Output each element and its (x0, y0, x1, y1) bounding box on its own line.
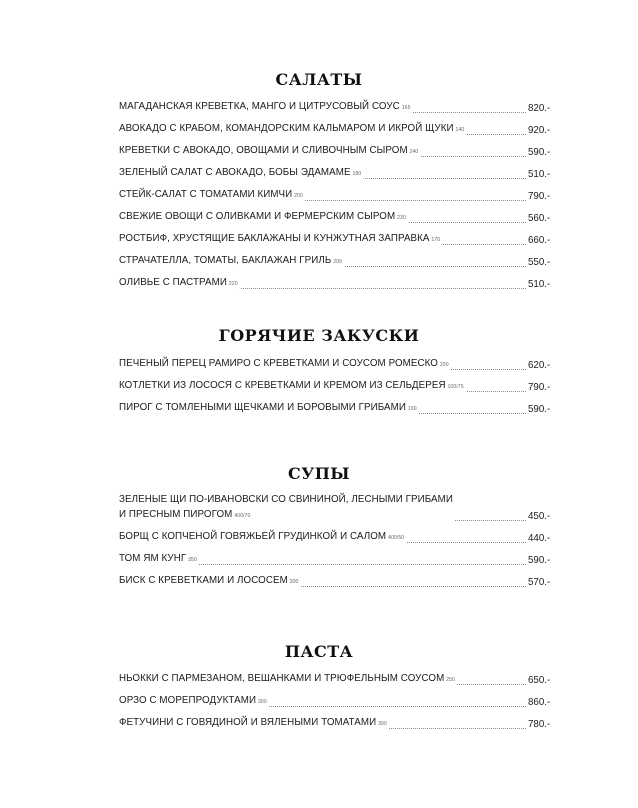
item-weight: 200 (333, 259, 343, 265)
section-title: СУПЫ (287, 464, 351, 483)
item-name: ПЕЧЕНЫЙ ПЕРЕЦ РАМИРО С КРЕВЕТКАМИ И СОУСОМ РОМЕСКО 200 (119, 356, 451, 373)
item-weight: 300 (378, 721, 387, 727)
menu-item (119, 254, 556, 272)
item-price: 650.- (528, 674, 551, 686)
menu-item (119, 100, 556, 118)
item-weight: 165 (401, 105, 411, 111)
item-name: ТОМ ЯМ КУНГ 350 (119, 551, 199, 568)
section-title: САЛАТЫ (275, 70, 363, 89)
item-price: 920.- (528, 124, 551, 136)
item-weight: 400/50 (388, 535, 405, 541)
menu-item (119, 188, 556, 206)
item-name: СВЕЖИЕ ОВОЩИ С ОЛИВКАМИ И ФЕРМЕРСКИМ СЫРОМ 230 (119, 209, 408, 226)
item-weight: 250 (446, 677, 456, 683)
item-weight: 300 (289, 579, 299, 585)
menu-item (119, 672, 556, 690)
item-name: ОЛИВЬЕ С ПАСТРАМИ 220 (119, 275, 239, 292)
item-price: 820.- (528, 102, 551, 114)
menu-item (119, 122, 556, 140)
item-name: РОСТБИФ, ХРУСТЯЩИЕ БАКЛАЖАНЫ И КУНЖУТНАЯ ЗАПРАВКА 170 (119, 231, 442, 248)
item-price: 660.- (528, 234, 551, 246)
menu-item (119, 401, 556, 419)
item-price: 620.- (528, 359, 551, 371)
item-name: АВОКАДО С КРАБОМ, КОМАНДОРСКИМ КАЛЬМАРОМ И ИКРОЙ ЩУКИ 140 (119, 121, 466, 138)
item-name: ЗЕЛЕНЫЙ САЛАТ С АВОКАДО, БОБЫ ЭДАМАМЕ 180 (119, 165, 363, 182)
item-name: БИСК С КРЕВЕТКАМИ И ЛОСОСЕМ 300 (119, 573, 300, 590)
item-weight: 200 (294, 193, 303, 199)
item-price: 860.- (528, 696, 551, 708)
item-weight: 140 (455, 127, 465, 133)
item-price: 570.- (528, 576, 551, 588)
item-weight: 300 (257, 699, 267, 705)
item-price: 590.- (528, 146, 551, 158)
item-price: 780.- (528, 718, 551, 730)
item-name-line1: ЗЕЛЕНЫЕ ЩИ ПО-ИВАНОВСКИ СО СВИНИНОЙ, ЛЕСНЫМИ ГРИБАМИ (119, 493, 453, 505)
item-weight: 180 (352, 171, 362, 177)
item-name: ОРЗО С МОРЕПРОДУКТАМИ 300 (119, 693, 269, 710)
item-name: ЗЕЛЕНЫЕ ЩИ ПО-ИВАНОВСКИ СО СВИНИНОЙ, ЛЕСНЫМИ ГРИБАМИ И ПРЕСНЫМ ПИРОГОМ 400/70 (119, 492, 455, 524)
item-name: НЬОККИ С ПАРМЕЗАНОМ, ВЕШАНКАМИ И ТРЮФЕЛЬНЫМ СОУСОМ 250 (119, 671, 457, 688)
section-title: ПАСТА (284, 642, 354, 661)
item-price: 440.- (528, 532, 551, 544)
item-name: БОРЩ С КОПЧЕНОЙ ГОВЯЖЬЕЙ ГРУДИНКОЙ И САЛОМ 400/50 (119, 529, 406, 546)
section-title: ГОРЯЧИЕ ЗАКУСКИ (218, 326, 420, 345)
menu-item (119, 166, 556, 184)
item-price: 550.- (528, 256, 551, 268)
item-weight: 100/75 (447, 384, 464, 390)
item-weight: 230 (397, 215, 406, 221)
item-price: 790.- (528, 190, 551, 202)
item-name: МАГАДАНСКАЯ КРЕВЕТКА, МАНГО И ЦИТРУСОВЫЙ СОУС 165 (119, 99, 412, 116)
menu-item (119, 144, 556, 162)
item-price: 590.- (528, 554, 551, 566)
item-price: 590.- (528, 403, 551, 415)
menu-item (119, 574, 556, 592)
menu-item (119, 210, 556, 228)
item-price: 510.- (528, 168, 551, 180)
menu-item (119, 232, 556, 250)
menu-item (119, 276, 556, 294)
item-weight: 240 (409, 149, 419, 155)
item-weight: 350 (188, 557, 197, 563)
item-name: КРЕВЕТКИ С АВОКАДО, ОВОЩАМИ И СЛИВОЧНЫМ СЫРОМ 240 (119, 143, 420, 160)
menu-item (119, 694, 556, 712)
menu-item (119, 357, 556, 375)
item-name: СТРАЧАТЕЛЛА, ТОМАТЫ, БАКЛАЖАН ГРИЛЬ 200 (119, 253, 344, 270)
item-price: 510.- (528, 278, 551, 290)
menu-item (119, 530, 556, 548)
item-weight: 200 (439, 362, 449, 368)
item-price: 790.- (528, 381, 551, 393)
item-name: СТЕЙК-САЛАТ С ТОМАТАМИ КИМЧИ 200 (119, 187, 305, 204)
item-price: 560.- (528, 212, 551, 224)
item-name: ПИРОГ С ТОМЛЕНЫМИ ЩЕЧКАМИ И БОРОВЫМИ ГРИБАМИ 190 (119, 400, 419, 417)
menu-item (119, 379, 556, 397)
menu-item (119, 552, 556, 570)
item-weight: 170 (431, 237, 441, 243)
menu-item (119, 716, 556, 734)
item-price: 450.- (528, 510, 551, 522)
item-weight: 220 (228, 281, 238, 287)
item-weight: 190 (407, 406, 417, 412)
item-name: ФЕТУЧИНИ С ГОВЯДИНОЙ И ВЯЛЕНЫМИ ТОМАТАМИ 300 (119, 715, 389, 732)
item-weight: 400/70 (234, 513, 251, 519)
item-name: КОТЛЕТКИ ИЗ ЛОСОСЯ С КРЕВЕТКАМИ И КРЕМОМ ИЗ СЕЛЬДЕРЕЯ 100/75 (119, 378, 466, 395)
menu-item (119, 492, 556, 526)
